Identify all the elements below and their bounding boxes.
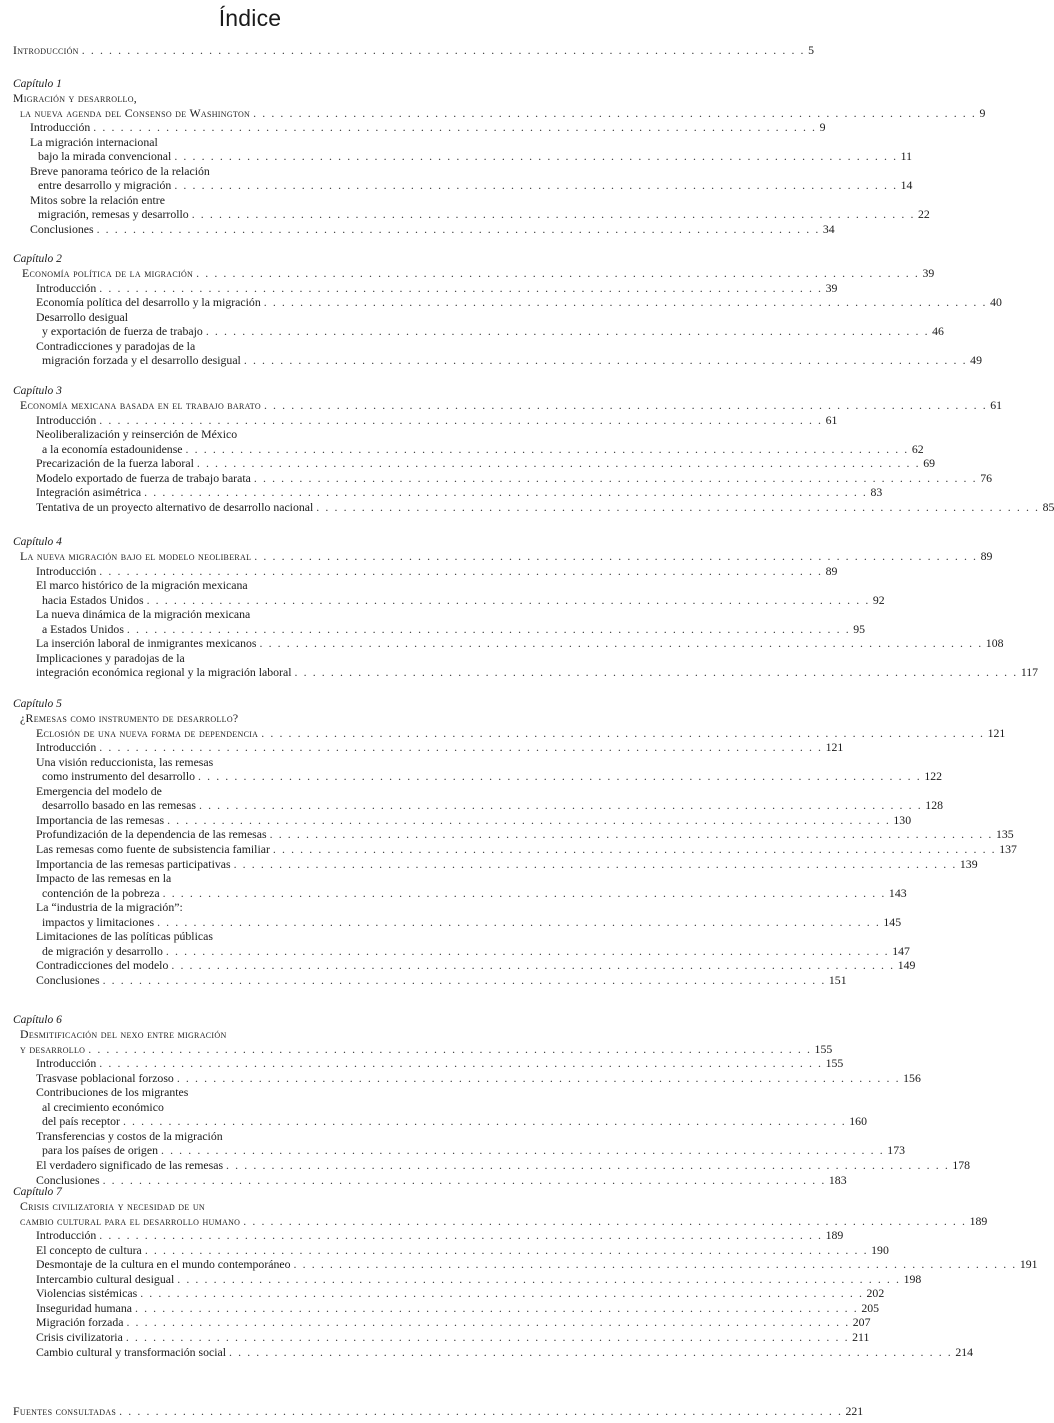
toc-entry [36, 958, 916, 973]
page-number: 155 [814, 1041, 833, 1056]
entry-title: Precarización de la fuerza laboral [36, 456, 194, 471]
entry-title: Transferencias y costos de la migración [36, 1128, 223, 1143]
dot-leader: . . . . . . . . . . . . . . . . . . . . . . . . . . . . . . . . . . . . . . . . . . . . . . . . . . . . . . . . . . . . . . . . . . . . . . . . . . . . . . . . [81, 43, 806, 57]
page-number: 39 [922, 266, 935, 280]
page-number: 34 [822, 221, 835, 236]
toc-entry [42, 324, 944, 339]
page-number: 76 [980, 470, 992, 485]
entry-title: Introducción [30, 120, 91, 135]
toc-entry [42, 885, 907, 900]
toc-entry [36, 871, 487, 885]
entry-title: Migración y desarrollo, [13, 91, 138, 105]
dot-leader: . . . . . . . . . . . . . . . . . . . . . . . . . . . . . . . . . . . . . . . . . . . . . . . . . . . . . . . . . . . . . . . . . . . . . . . . . . . . . . . . [171, 958, 895, 973]
page-number: 190 [871, 1242, 889, 1257]
dot-leader: . . . . . . . . . . . . . . . . . . . . . . . . . . . . . . . . . . . . . . . . . . . . . . . . . . . . . . . . . . . . . . . . . . . . . . . . . . . . . . . . [253, 105, 977, 120]
entry-title: Introducción [13, 43, 79, 57]
toc-entry [38, 207, 930, 222]
dot-leader: . . . . . . . . . . . . . . . . . . . . . . . . . . . . . . . . . . . . . . . . . . . . . . . . . . . . . . . . . . . . . . . . . . . . . . . . . . . . . . . . [140, 1286, 864, 1301]
page-number: 9 [819, 120, 826, 135]
entry-title: hacia Estados Unidos [42, 592, 144, 607]
entry-title: Contribuciones de los migrantes [36, 1085, 189, 1100]
toc-entry [36, 470, 992, 485]
entry-title: integración económica regional y la migración laboral [36, 665, 292, 680]
dot-leader: . . . . . . . . . . . . . . . . . . . . . . . . . . . . . . . . . . . . . . . . . . . . . . . . . . . . . . . . . . . . . . . . . . . . . . . . . . . . . . . . [294, 665, 1018, 680]
page-number: 108 [985, 636, 1004, 651]
entry-title: Trasvase poblacional forzoso [36, 1070, 174, 1085]
entry-title: cambio cultural para el desarrollo humano [20, 1213, 241, 1228]
toc-entry [36, 310, 487, 324]
entry-title: Conclusiones [36, 972, 100, 987]
page-number: 202 [866, 1286, 885, 1301]
page-number: 89 [980, 549, 993, 563]
entry-title: Migración forzada [36, 1315, 124, 1330]
entry-title: Conclusiones [30, 221, 94, 236]
entry-title: Fuentes consultadas [13, 1404, 117, 1418]
toc-entry [36, 339, 487, 353]
dot-leader: . . . . . . . . . . . . . . . . . . . . . . . . . . . . . . . . . . . . . . . . . . . . . . . . . . . . . . . . . . . . . . . . . . . . . . . . . . . . . . . . [259, 636, 983, 651]
dot-leader: . . . . . . . . . . . . . . . . . . . . . . . . . . . . . . . . . . . . . . . . . . . . . . . . . . . . . . . . . . . . . . . . . . . . . . . . . . . . . . . . [119, 1404, 843, 1418]
toc-entry [38, 178, 913, 193]
entry-title: Introducción [36, 412, 97, 427]
entry-title: Violencias sistémicas [36, 1286, 138, 1301]
chapter-label: Capítulo 2 [13, 253, 62, 265]
page-number: 95 [853, 621, 866, 636]
page-number: 39 [825, 280, 838, 295]
page-number: 189 [969, 1213, 988, 1228]
entry-title: La inserción laboral de inmigrantes mexicanos [36, 636, 257, 651]
page-number: 173 [887, 1143, 905, 1158]
dot-leader: . . . . . . . . . . . . . . . . . . . . . . . . . . . . . . . . . . . . . . . . . . . . . . . . . . . . . . . . . . . . . . . . . . . . . . . . . . . . . . . . [93, 120, 817, 135]
entry-title: bajo la mirada convencional [38, 149, 172, 164]
toc-entry [42, 1143, 905, 1158]
toc-entry [42, 621, 866, 636]
entry-title: Introducción [36, 280, 97, 295]
dot-leader: . . . . . . . . . . . . . . . . . . . . . . . . . . . . . . . . . . . . . . . . . . . . . . . . . . . . . . . . . . . . . . . . . . . . . . . . . . . . . . . . [102, 1172, 826, 1187]
entry-title: y exportación de fuerza de trabajo [42, 324, 203, 339]
dot-leader: . . . . . . . . . . . . . . . . . . . . . . . . . . . . . . . . . . . . . . . . . . . . . . . . . . . . . . . . . . . . . . . . . . . . . . . . . . . . . . . . [243, 353, 968, 368]
entry-title: para los países de origen [42, 1143, 158, 1158]
dot-leader: . . . . . . . . . . . . . . . . . . . . . . . . . . . . . . . . . . . . . . . . . . . . . . . . . . . . . . . . . . . . . . . . . . . . . . . . . . . . . . . . [88, 1041, 812, 1056]
toc-entry [30, 193, 487, 207]
entry-title: Crisis civilizatoria [36, 1329, 123, 1344]
toc-entry [36, 1344, 974, 1359]
dot-leader: . . . . . . . . . . . . . . . . . . . . . . . . . . . . . . . . . . . . . . . . . . . . . . . . . . . . . . . . . . . . . . . . . . . . . . . . . . . . . . . . [176, 1070, 901, 1085]
toc-entry [36, 841, 1017, 856]
page-number: 143 [888, 885, 907, 900]
toc-entry [36, 427, 487, 441]
dot-leader: . . . . . . . . . . . . . . . . . . . . . . . . . . . . . . . . . . . . . . . . . . . . . . . . . . . . . . . . . . . . . . . . . . . . . . . . . . . . . . . . [126, 621, 851, 636]
dot-leader: . . . . . . . . . . . . . . . . . . . . . . . . . . . . . . . . . . . . . . . . . . . . . . . . . . . . . . . . . . . . . . . . . . . . . . . . . . . . . . . . [254, 549, 978, 563]
entry-title: contención de la pobreza [42, 885, 160, 900]
dot-leader: . . . . . . . . . . . . . . . . . . . . . . . . . . . . . . . . . . . . . . . . . . . . . . . . . . . . . . . . . . . . . . . . . . . . . . . . . . . . . . . . [162, 885, 886, 900]
toc-entry [36, 563, 838, 578]
dot-leader: . . . . . . . . . . . . . . . . . . . . . . . . . . . . . . . . . . . . . . . . . . . . . . . . . . . . . . . . . . . . . . . . . . . . . . . . . . . . . . . . [198, 769, 922, 784]
dot-leader: . . . . . . . . . . . . . . . . . . . . . . . . . . . . . . . . . . . . . . . . . . . . . . . . . . . . . . . . . . . . . . . . . . . . . . . . . . . . . . . . [134, 1300, 859, 1315]
page-number: 135 [995, 827, 1014, 842]
page-number: 137 [999, 841, 1017, 856]
toc-entry [38, 149, 913, 164]
entry-title: La nueva migración bajo el modelo neoliberal [20, 549, 252, 563]
dot-leader: . . . . . . . . . . . . . . . . . . . . . . . . . . . . . . . . . . . . . . . . . . . . . . . . . . . . . . . . . . . . . . . . . . . . . . . . . . . . . . . . [99, 412, 823, 427]
entry-title: El verdadero significado de las remesas [36, 1157, 224, 1172]
dot-leader: . . . . . . . . . . . . . . . . . . . . . . . . . . . . . . . . . . . . . . . . . . . . . . . . . . . . . . . . . . . . . . . . . . . . . . . . . . . . . . . . [253, 470, 978, 485]
toc-entry [42, 441, 924, 456]
page-number: 92 [872, 592, 885, 607]
dot-leader: . . . . . . . . . . . . . . . . . . . . . . . . . . . . . . . . . . . . . . . . . . . . . . . . . . . . . . . . . . . . . . . . . . . . . . . . . . . . . . . . [233, 856, 957, 871]
dot-leader: . . . . . . . . . . . . . . . . . . . . . . . . . . . . . . . . . . . . . . . . . . . . . . . . . . . . . . . . . . . . . . . . . . . . . . . . . . . . . . . . [99, 280, 823, 295]
dot-leader: . . . . . . . . . . . . . . . . . . . . . . . . . . . . . . . . . . . . . . . . . . . . . . . . . . . . . . . . . . . . . . . . . . . . . . . . . . . . . . . . [157, 914, 881, 929]
dot-leader: . . . . . . . . . . . . . . . . . . . . . . . . . . . . . . . . . . . . . . . . . . . . . . . . . . . . . . . . . . . . . . . . . . . . . . . . . . . . . . . . [263, 398, 988, 412]
entry-title: a Estados Unidos [42, 621, 124, 636]
dot-leader: . . . . . . . . . . . . . . . . . . . . . . . . . . . . . . . . . . . . . . . . . . . . . . . . . . . . . . . . . . . . . . . . . . . . . . . . . . . . . . . . [185, 441, 909, 456]
toc-entry [36, 725, 1006, 740]
dot-leader: . . . . . . . . . . . . . . . . . . . . . . . . . . . . . . . . . . . . . . . . . . . . . . . . . . . . . . . . . . . . . . . . . . . . . . . . . . . . . . . . [146, 592, 870, 607]
toc-entry [36, 812, 912, 827]
chapter-label: Capítulo 3 [13, 385, 62, 397]
entry-title: La “industria de la migración”: [36, 900, 183, 915]
page-number: 211 [852, 1329, 870, 1344]
toc-entry [20, 549, 993, 563]
entry-title: Una visión reduccionista, las remesas [36, 754, 214, 769]
page-number: 49 [970, 353, 982, 368]
entry-title: la nueva agenda del Consenso de Washington [20, 105, 251, 120]
page-number: 121 [987, 725, 1006, 740]
entry-title: Eclosión de una nueva forma de dependencia [36, 725, 259, 740]
toc-entry [36, 665, 1039, 680]
entry-title: Cambio cultural y transformación social [36, 1344, 227, 1359]
entry-title: Integración asimétrica [36, 485, 142, 500]
toc-entry [36, 1070, 921, 1085]
toc-entry [42, 353, 982, 368]
entry-title: al crecimiento económico [42, 1099, 164, 1114]
entry-title: Desmontaje de la cultura en el mundo contemporáneo [36, 1257, 291, 1272]
page-number: 22 [918, 207, 930, 222]
dot-leader: . . . . . . . . . . . . . . . . . . . . . . . . . . . . . . . . . . . . . . . . . . . . . . . . . . . . . . . . . . . . . . . . . . . . . . . . . . . . . . . . [263, 295, 988, 310]
toc-entry [30, 120, 826, 135]
toc-entry [36, 929, 487, 943]
toc-entry [36, 1056, 844, 1071]
dot-leader: . . . . . . . . . . . . . . . . . . . . . . . . . . . . . . . . . . . . . . . . . . . . . . . . . . . . . . . . . . . . . . . . . . . . . . . . . . . . . . . . [243, 1213, 967, 1228]
entry-title: Crisis civilizatoria y necesidad de un [20, 1199, 205, 1213]
entry-title: migración, remesas y desarrollo [38, 207, 189, 222]
dot-leader: . . . . . . . . . . . . . . . . . . . . . . . . . . . . . . . . . . . . . . . . . . . . . . . . . . . . . . . . . . . . . . . . . . . . . . . . . . . . . . . . [125, 1329, 850, 1344]
toc-entry [36, 1157, 971, 1172]
dot-leader: . . . . . . . . . . . . . . . . . . . . . . . . . . . . . . . . . . . . . . . . . . . . . . . . . . . . . . . . . . . . . . . . . . . . . . . . . . . . . . . . [144, 485, 868, 500]
dot-leader: . . . . . . . . . . . . . . . . . . . . . . . . . . . . . . . . . . . . . . . . . . . . . . . . . . . . . . . . . . . . . . . . . . . . . . . . . . . . . . . . [160, 1143, 885, 1158]
entry-title: Conclusiones [36, 1172, 100, 1187]
entry-title: Contradicciones del modelo [36, 958, 169, 973]
entry-title: Contradicciones y paradojas de la [36, 338, 196, 353]
toc-entry [36, 485, 883, 500]
entry-title: Profundización de la dependencia de las remesas [36, 827, 267, 842]
toc-entry [36, 636, 1004, 651]
toc-entry [36, 900, 487, 914]
chapter-label: Capítulo 5 [13, 698, 62, 710]
entry-title: Intercambio cultural desigual [36, 1271, 175, 1286]
page-number: 207 [852, 1315, 871, 1330]
entry-title: Modelo exportado de fuerza de trabajo barata [36, 470, 251, 485]
dot-leader: . . . . . . . . . . . . . . . . . . . . . . . . . . . . . . . . . . . . . . . . . . . . . . . . . . . . . . . . . . . . . . . . . . . . . . . . . . . . . . . . [99, 563, 823, 578]
page-number: 122 [924, 769, 943, 784]
dot-leader: . . . . . . . . . . . . . . . . . . . . . . . . . . . . . . . . . . . . . . . . . . . . . . . . . . . . . . . . . . . . . . . . . . . . . . . . . . . . . . . . [226, 1157, 950, 1172]
page-number: 14 [900, 178, 913, 193]
entry-title: Introducción [36, 1228, 97, 1243]
toc-entry [36, 1228, 844, 1243]
toc-entry [36, 412, 838, 427]
entry-title: Las remesas como fuente de subsistencia familiar [36, 841, 270, 856]
page-number: 5 [808, 43, 814, 57]
toc-entry [22, 266, 935, 280]
toc-entry [42, 914, 902, 929]
chapter-label: Capítulo 7 [13, 1186, 62, 1198]
entry-title: Inseguridad humana [36, 1300, 132, 1315]
toc-entry [36, 740, 844, 755]
dot-leader: . . . . . . . . . . . . . . . . . . . . . . . . . . . . . . . . . . . . . . . . . . . . . . . . . . . . . . . . . . . . . . . . . . . . . . . . . . . . . . . . [316, 499, 1040, 514]
page-number: 149 [897, 958, 916, 973]
toc-entry [30, 221, 835, 236]
entry-title: desarrollo basado en las remesas [42, 798, 196, 813]
toc-entry [36, 295, 1002, 310]
toc-entry [36, 1315, 871, 1330]
toc-entry [36, 1329, 870, 1344]
toc-entry [42, 943, 910, 958]
page-number: 191 [1019, 1257, 1038, 1272]
dot-leader: . . . . . . . . . . . . . . . . . . . . . . . . . . . . . . . . . . . . . . . . . . . . . . . . . . . . . . . . . . . . . . . . . . . . . . . . . . . . . . . . [293, 1257, 1017, 1272]
dot-leader: . . . . . . . . . . . . . . . . . . . . . . . . . . . . . . . . . . . . . . . . . . . . . . . . . . . . . . . . . . . . . . . . . . . . . . . . . . . . . . . . [102, 972, 826, 987]
page-number: 145 [883, 914, 902, 929]
entry-title: Neoliberalización y reinserción de México [36, 427, 238, 442]
page-number: 205 [861, 1300, 880, 1315]
entry-title: impactos y limitaciones [42, 914, 155, 929]
page-number: 121 [825, 740, 844, 755]
toc-entry [20, 1213, 988, 1228]
entry-title: ¿Remesas como instrumento de desarrollo? [20, 711, 239, 725]
dot-leader: . . . . . . . . . . . . . . . . . . . . . . . . . . . . . . . . . . . . . . . . . . . . . . . . . . . . . . . . . . . . . . . . . . . . . . . . . . . . . . . . [126, 1315, 850, 1330]
dot-leader: . . . . . . . . . . . . . . . . . . . . . . . . . . . . . . . . . . . . . . . . . . . . . . . . . . . . . . . . . . . . . . . . . . . . . . . . . . . . . . . . [122, 1114, 847, 1129]
page-number: 117 [1020, 665, 1039, 680]
page-number: 178 [952, 1157, 971, 1172]
dot-leader: . . . . . . . . . . . . . . . . . . . . . . . . . . . . . . . . . . . . . . . . . . . . . . . . . . . . . . . . . . . . . . . . . . . . . . . . . . . . . . . . [229, 1344, 953, 1359]
toc-entry [20, 1027, 487, 1041]
entry-title: El concepto de cultura [36, 1242, 142, 1257]
page-number: 139 [959, 856, 978, 871]
page-number: 130 [893, 812, 912, 827]
page-number: 221 [845, 1404, 864, 1418]
toc-entry-introduccion [13, 43, 814, 57]
dot-leader: . . . . . . . . . . . . . . . . . . . . . . . . . . . . . . . . . . . . . . . . . . . . . . . . . . . . . . . . . . . . . . . . . . . . . . . . . . . . . . . . [205, 324, 930, 339]
entry-title: como instrumento del desarrollo [42, 769, 195, 784]
entry-title: migración forzada y el desarrollo desigual [42, 353, 241, 368]
dot-leader: . . . . . . . . . . . . . . . . . . . . . . . . . . . . . . . . . . . . . . . . . . . . . . . . . . . . . . . . . . . . . . . . . . . . . . . . . . . . . . . . [167, 812, 891, 827]
dot-leader: . . . . . . . . . . . . . . . . . . . . . . . . . . . . . . . . . . . . . . . . . . . . . . . . . . . . . . . . . . . . . . . . . . . . . . . . . . . . . . . . [177, 1271, 901, 1286]
dot-leader: . . . . . . . . . . . . . . . . . . . . . . . . . . . . . . . . . . . . . . . . . . . . . . . . . . . . . . . . . . . . . . . . . . . . . . . . . . . . . . . . [99, 740, 823, 755]
dot-leader: . . . . . . . . . . . . . . . . . . . . . . . . . . . . . . . . . . . . . . . . . . . . . . . . . . . . . . . . . . . . . . . . . . . . . . . . . . . . . . . . [196, 456, 921, 471]
dot-leader: . . . . . . . . . . . . . . . . . . . . . . . . . . . . . . . . . . . . . . . . . . . . . . . . . . . . . . . . . . . . . . . . . . . . . . . . . . . . . . . . [99, 1228, 823, 1243]
page-number: 189 [825, 1228, 844, 1243]
toc-entry [36, 578, 487, 592]
page-number: 40 [990, 295, 1002, 310]
page-number: 61 [990, 398, 1003, 412]
toc-entry [36, 1257, 1038, 1272]
entry-title: Desmitificación del nexo entre migración [20, 1027, 227, 1041]
entry-title: Emergencia del modelo de [36, 783, 162, 798]
toc-entry [42, 798, 943, 813]
toc-entry [42, 1114, 867, 1129]
toc-entry [36, 1242, 889, 1257]
toc-entry [36, 1286, 885, 1301]
page-number: 151 [828, 972, 847, 987]
entry-title: Economía política de la migración [22, 266, 194, 280]
toc-entry [42, 1100, 487, 1114]
entry-title: El marco histórico de la migración mexicana [36, 578, 248, 593]
toc-entry [36, 972, 847, 987]
page-number: 183 [828, 1172, 847, 1187]
chapter-label: Capítulo 4 [13, 536, 62, 548]
toc-entry [36, 1129, 487, 1143]
dot-leader: . . . . . . . . . . . . . . . . . . . . . . . . . . . . . . . . . . . . . . . . . . . . . . . . . . . . . . . . . . . . . . . . . . . . . . . . . . . . . . . . [165, 943, 890, 958]
page-number: 147 [892, 943, 910, 958]
page-number: 128 [925, 798, 943, 813]
dot-leader: . . . . . . . . . . . . . . . . . . . . . . . . . . . . . . . . . . . . . . . . . . . . . . . . . . . . . . . . . . . . . . . . . . . . . . . . . . . . . . . . [144, 1242, 869, 1257]
toc-entry [36, 784, 487, 798]
page-number: 69 [923, 456, 935, 471]
dot-leader: . . . . . . . . . . . . . . . . . . . . . . . . . . . . . . . . . . . . . . . . . . . . . . . . . . . . . . . . . . . . . . . . . . . . . . . . . . . . . . . . [261, 725, 985, 740]
entry-title: Impacto de las remesas en la [36, 871, 172, 886]
chapter-label: Capítulo 1 [13, 78, 62, 90]
toc-entry [20, 1199, 487, 1213]
dot-leader: . . . . . . . . . . . . . . . . . . . . . . . . . . . . . . . . . . . . . . . . . . . . . . . . . . . . . . . . . . . . . . . . . . . . . . . . . . . . . . . . [196, 266, 920, 280]
entry-title: del país receptor [42, 1114, 120, 1129]
toc-entry [36, 856, 978, 871]
entry-title: Economía mexicana basada en el trabajo barato [20, 398, 261, 412]
entry-title: Desarrollo desigual [36, 309, 129, 324]
entry-title: Importancia de las remesas [36, 812, 165, 827]
entry-title: y desarrollo [20, 1041, 86, 1056]
entry-title: Introducción [36, 740, 97, 755]
page-number: 11 [900, 149, 913, 164]
entry-title: a la economía estadounidense [42, 441, 183, 456]
dot-leader: . . . . . . . . . . . . . . . . . . . . . . . . . . . . . . . . . . . . . . . . . . . . . . . . . . . . . . . . . . . . . . . . . . . . . . . . . . . . . . . . [174, 178, 898, 193]
page-number: 61 [825, 412, 838, 427]
page-number: 198 [903, 1271, 922, 1286]
entry-title: Importancia de las remesas participativas [36, 856, 231, 871]
toc-entry [42, 769, 943, 784]
toc-entry [36, 456, 935, 471]
dot-leader: . . . . . . . . . . . . . . . . . . . . . . . . . . . . . . . . . . . . . . . . . . . . . . . . . . . . . . . . . . . . . . . . . . . . . . . . . . . . . . . . [191, 207, 916, 222]
toc-entry [36, 1300, 880, 1315]
toc-entry [30, 164, 487, 178]
toc-entry [13, 91, 487, 105]
toc-entry [36, 1271, 922, 1286]
dot-leader: . . . . . . . . . . . . . . . . . . . . . . . . . . . . . . . . . . . . . . . . . . . . . . . . . . . . . . . . . . . . . . . . . . . . . . . . . . . . . . . . [272, 841, 997, 856]
toc-entry [36, 755, 487, 769]
toc-entry [20, 398, 1003, 412]
toc-entry [36, 280, 838, 295]
entry-title: Breve panorama teórico de la relación [30, 163, 210, 178]
page-number: 89 [825, 563, 838, 578]
toc-entry-fuentes [13, 1404, 864, 1418]
toc-entry [36, 827, 1014, 842]
dot-leader: . . . . . . . . . . . . . . . . . . . . . . . . . . . . . . . . . . . . . . . . . . . . . . . . . . . . . . . . . . . . . . . . . . . . . . . . . . . . . . . . [96, 221, 820, 236]
entry-title: La migración internacional [30, 134, 158, 149]
page-number: 85 [1042, 499, 1054, 514]
toc-entry [42, 592, 885, 607]
page-number: 214 [955, 1344, 974, 1359]
entry-title: entre desarrollo y migración [38, 178, 172, 193]
dot-leader: . . . . . . . . . . . . . . . . . . . . . . . . . . . . . . . . . . . . . . . . . . . . . . . . . . . . . . . . . . . . . . . . . . . . . . . . . . . . . . . . [269, 827, 993, 842]
chapter-label: Capítulo 6 [13, 1014, 62, 1026]
entry-title: Mitos sobre la relación entre [30, 192, 165, 207]
page-number: 155 [825, 1056, 844, 1071]
dot-leader: . . . . . . . . . . . . . . . . . . . . . . . . . . . . . . . . . . . . . . . . . . . . . . . . . . . . . . . . . . . . . . . . . . . . . . . . . . . . . . . . [174, 149, 898, 164]
page-number: 62 [911, 441, 924, 456]
page-number: 156 [903, 1070, 921, 1085]
toc-entry [36, 499, 1054, 514]
entry-title: Limitaciones de las políticas públicas [36, 929, 213, 944]
page-number: 46 [932, 324, 944, 339]
page-number: 9 [979, 105, 986, 120]
dot-leader: . . . . . . . . . . . . . . . . . . . . . . . . . . . . . . . . . . . . . . . . . . . . . . . . . . . . . . . . . . . . . . . . . . . . . . . . . . . . . . . . [99, 1056, 823, 1071]
entry-title: Introducción [36, 563, 97, 578]
toc-entry [36, 651, 487, 665]
toc-entry [20, 711, 487, 725]
page-number: 160 [849, 1114, 867, 1129]
entry-title: Tentativa de un proyecto alternativo de desarrollo nacional [36, 499, 314, 514]
entry-title: Economía política del desarrollo y la migración [36, 295, 261, 310]
toc-entry [20, 105, 986, 120]
toc-entry [36, 1085, 487, 1099]
page-title: Índice [218, 5, 282, 31]
toc-entry [30, 135, 487, 149]
entry-title: de migración y desarrollo [42, 943, 163, 958]
dot-leader: . . . . . . . . . . . . . . . . . . . . . . . . . . . . . . . . . . . . . . . . . . . . . . . . . . . . . . . . . . . . . . . . . . . . . . . . . . . . . . . . [198, 798, 923, 813]
entry-title: Introducción [36, 1056, 97, 1071]
toc-entry [36, 1172, 847, 1187]
entry-title: La nueva dinámica de la migración mexicana [36, 607, 251, 622]
page-number: 83 [870, 485, 883, 500]
toc-entry [20, 1041, 833, 1056]
toc-entry [36, 607, 487, 621]
entry-title: Implicaciones y paradojas de la [36, 650, 185, 665]
